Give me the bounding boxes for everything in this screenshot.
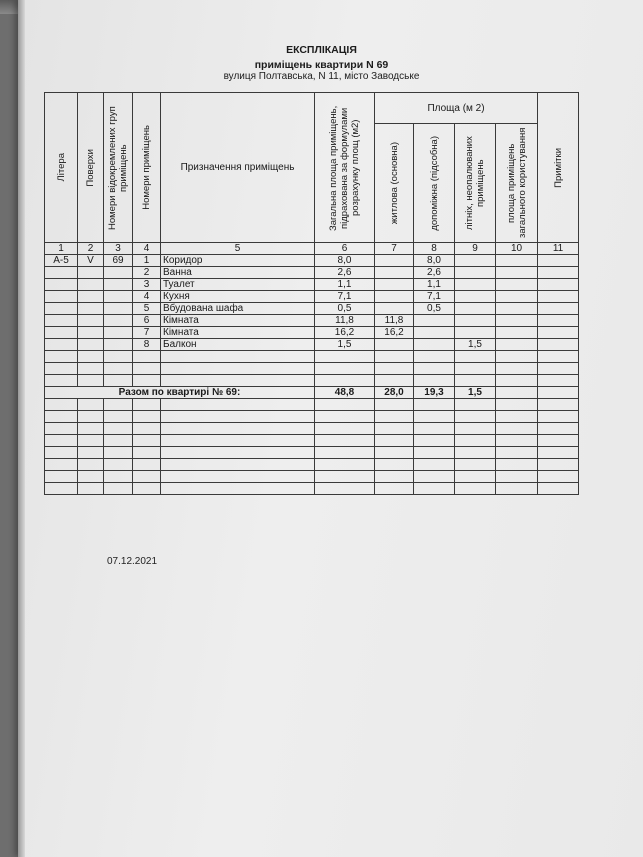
table-cell [104,267,133,279]
table-cell [538,399,579,411]
table-cell [104,327,133,339]
table-cell [78,447,104,459]
table-cell [496,375,538,387]
document-date: 07.12.2021 [107,556,158,567]
column-number: 6 [315,243,375,255]
table-cell: 11,8 [315,315,375,327]
total-zhytlova: 28,0 [375,387,414,399]
header-area-group: Площа (м 2) [375,93,538,124]
table-cell: 8,0 [315,255,375,267]
table-row [45,255,579,267]
header-poverkhy: Поверхи [78,93,104,243]
table-cell: 5 [133,303,161,315]
table-cell [375,267,414,279]
table-cell: 16,2 [315,327,375,339]
column-number: 2 [78,243,104,255]
column-number: 9 [455,243,496,255]
table-cell [496,339,538,351]
table-cell [45,315,78,327]
table-cell: 7,1 [315,291,375,303]
table-cell [455,435,496,447]
table-cell [104,471,133,483]
table-cell [455,459,496,471]
table-row-empty [45,351,579,363]
table-cell: 2 [133,267,161,279]
table-cell [455,423,496,435]
table-cell [414,471,455,483]
table-cell: 1 [133,255,161,267]
table-cell: 16,2 [375,327,414,339]
table-cell [455,411,496,423]
table-cell [375,363,414,375]
table-cell [375,459,414,471]
table-row-empty [45,363,579,375]
table-cell: Кухня [161,291,315,303]
table-row-empty [45,471,579,483]
table-cell [414,423,455,435]
column-number: 3 [104,243,133,255]
table-cell [315,411,375,423]
table-cell [78,339,104,351]
column-number: 4 [133,243,161,255]
header-room-numbers: Номери приміщень [133,93,161,243]
table-cell: 4 [133,291,161,303]
table-cell [375,279,414,291]
table-cell [538,255,579,267]
table-row-empty [45,483,579,495]
table-cell [538,471,579,483]
table-cell [455,399,496,411]
table-cell [78,471,104,483]
table-cell [538,459,579,471]
table-cell [375,411,414,423]
table-cell [496,483,538,495]
table-cell [104,363,133,375]
table-cell [315,351,375,363]
table-cell [455,255,496,267]
table-cell [104,483,133,495]
table-cell [538,483,579,495]
table-cell [104,351,133,363]
table-cell [161,375,315,387]
table-cell [78,327,104,339]
table-cell [414,447,455,459]
table-cell [455,483,496,495]
table-cell [375,483,414,495]
document-subtitle: приміщень квартири N 69 [254,59,389,71]
table-row-empty [45,423,579,435]
table-cell: Ванна [161,267,315,279]
table-cell [78,351,104,363]
table-cell [496,399,538,411]
table-cell [375,399,414,411]
table-cell [496,291,538,303]
table-cell: 1,1 [414,279,455,291]
table-cell [78,423,104,435]
table-cell [161,435,315,447]
table-cell [455,279,496,291]
table-row [45,327,579,339]
table-cell [455,315,496,327]
table-cell [375,291,414,303]
table-cell: Вбудована шафа [161,303,315,315]
table-cell [78,435,104,447]
table-row-empty [45,399,579,411]
document-title: ЕКСПЛІКАЦІЯ [286,44,357,56]
table-cell [375,303,414,315]
table-cell [414,459,455,471]
table-cell [133,399,161,411]
column-number: 1 [45,243,78,255]
table-cell [455,447,496,459]
table-cell [496,459,538,471]
table-cell [496,387,538,399]
explication-table [44,92,579,495]
table-cell [538,315,579,327]
total-zagalna: 48,8 [315,387,375,399]
table-cell [414,483,455,495]
table-cell [45,339,78,351]
table-cell: Балкон [161,339,315,351]
table-cell [496,435,538,447]
table-cell [496,423,538,435]
table-cell [496,327,538,339]
table-cell [104,291,133,303]
table-cell [133,411,161,423]
table-cell [375,351,414,363]
table-cell [161,411,315,423]
column-number: 5 [161,243,315,255]
table-cell [414,411,455,423]
table-cell: 11,8 [375,315,414,327]
header-notes: Примітки [538,93,579,243]
table-row-empty [45,411,579,423]
table-cell [538,267,579,279]
table-cell [375,447,414,459]
table-row-empty [45,375,579,387]
table-cell [78,303,104,315]
table-cell [45,435,78,447]
table-cell [45,327,78,339]
table-cell [496,267,538,279]
table-cell [45,447,78,459]
table-cell [538,375,579,387]
header-common: площа приміщень загального користування [496,124,538,243]
header-living: житлова (основна) [375,124,414,243]
table-cell [315,423,375,435]
table-cell [104,459,133,471]
table-row [45,315,579,327]
table-cell [315,459,375,471]
table-cell [496,303,538,315]
table-cell [414,327,455,339]
table-cell: 2,6 [315,267,375,279]
document-address: вулиця Полтавська, N 11, місто Заводське [223,71,420,82]
table-cell [315,399,375,411]
table-cell [414,375,455,387]
table-cell: 2,6 [414,267,455,279]
table-row [45,291,579,303]
column-number: 8 [414,243,455,255]
table-cell [375,423,414,435]
table-cell [455,471,496,483]
table-cell [455,303,496,315]
table-row [45,267,579,279]
table-cell [375,339,414,351]
table-cell [45,363,78,375]
table-cell [45,423,78,435]
table-cell: Туалет [161,279,315,291]
table-cell [538,339,579,351]
table-cell [45,267,78,279]
table-cell [104,279,133,291]
table-cell [375,255,414,267]
table-cell [104,375,133,387]
table-cell [496,363,538,375]
table-cell [45,411,78,423]
table-row [45,339,579,351]
table-row [45,303,579,315]
table-cell [161,447,315,459]
table-cell: 7 [133,327,161,339]
table-cell [538,351,579,363]
table-cell [161,471,315,483]
table-cell [45,399,78,411]
table-cell [78,483,104,495]
table-cell [315,483,375,495]
table-cell [538,435,579,447]
table-cell [78,411,104,423]
column-number: 7 [375,243,414,255]
table-cell [104,423,133,435]
table-cell: А-5 [45,255,78,267]
table-cell [414,399,455,411]
table-cell [45,375,78,387]
table-cell [315,435,375,447]
table-cell: 3 [133,279,161,291]
table-cell: 8,0 [414,255,455,267]
table-cell: Кімната [161,315,315,327]
table-cell [133,483,161,495]
table-cell [538,327,579,339]
table-cell [161,351,315,363]
table-cell [375,471,414,483]
table-cell [161,363,315,375]
table-cell [455,351,496,363]
table-cell [45,351,78,363]
table-cell [455,267,496,279]
total-label: Разом по квартирі № 69: [45,387,315,399]
table-cell [78,375,104,387]
table-cell [45,471,78,483]
header-row [45,93,579,124]
header-total-area: Загальна площа приміщень, підрахована за формулами розрахунку площ (м2) [315,93,375,243]
table-cell: 69 [104,255,133,267]
table-cell [414,435,455,447]
table-cell [538,423,579,435]
table-cell [78,459,104,471]
table-cell [78,279,104,291]
table-cell [538,279,579,291]
table-cell [496,315,538,327]
table-cell [496,411,538,423]
header-group-numbers: Номери відокремлених груп приміщень [104,93,133,243]
table-cell [133,363,161,375]
table-cell [78,363,104,375]
table-cell: 1,5 [455,339,496,351]
table-cell [538,363,579,375]
table-cell [315,375,375,387]
table-cell [375,375,414,387]
table-cell [414,363,455,375]
table-cell [104,447,133,459]
table-cell [455,363,496,375]
table-cell [496,447,538,459]
table-cell [538,447,579,459]
table-cell [161,399,315,411]
table-cell: 1,5 [315,339,375,351]
table-cell [45,291,78,303]
table-row [45,279,579,291]
table-cell [133,351,161,363]
table-body [45,243,579,495]
table-row-empty [45,459,579,471]
table-cell [45,483,78,495]
table-cell [133,471,161,483]
table-cell [455,375,496,387]
table-cell [315,471,375,483]
table-cell [538,387,579,399]
table-cell [455,291,496,303]
table-cell [161,483,315,495]
table-cell [104,315,133,327]
table-cell [161,423,315,435]
table-cell: 8 [133,339,161,351]
table-cell [538,303,579,315]
table-cell: 0,5 [315,303,375,315]
header-summer: літніх, неопалюваних приміщень [455,124,496,243]
page-binding-edge [18,0,25,857]
table-cell [414,339,455,351]
total-litni: 1,5 [455,387,496,399]
table-cell: Коридор [161,255,315,267]
table-cell [414,351,455,363]
table-cell [45,279,78,291]
table-cell [133,375,161,387]
table-cell [104,399,133,411]
header-litera: Літера [45,93,78,243]
table-cell [496,471,538,483]
table-cell [78,399,104,411]
table-cell [78,315,104,327]
table-cell [133,435,161,447]
table-cell [78,267,104,279]
table-cell [496,279,538,291]
table-cell: 7,1 [414,291,455,303]
table-cell [45,459,78,471]
table-cell [104,339,133,351]
table-cell: 0,5 [414,303,455,315]
header-room-purpose: Призначення приміщень [161,93,315,243]
table-cell [496,255,538,267]
table-cell [538,411,579,423]
table-cell [104,303,133,315]
table-cell: 6 [133,315,161,327]
column-number: 10 [496,243,538,255]
table-row-empty [45,447,579,459]
column-number: 11 [538,243,579,255]
table-cell: 1,1 [315,279,375,291]
table-row-empty [45,435,579,447]
header-auxiliary: допоміжна (підсобна) [414,124,455,243]
table-cell [45,303,78,315]
table-cell [538,291,579,303]
table-cell [315,447,375,459]
total-dopomizhna: 19,3 [414,387,455,399]
table-cell: Кімната [161,327,315,339]
table-cell [414,315,455,327]
table-cell [133,447,161,459]
table-cell [375,435,414,447]
table-cell [104,411,133,423]
table-cell [161,459,315,471]
column-number-row [45,243,579,255]
table-cell [78,291,104,303]
table-cell: V [78,255,104,267]
total-row [45,387,579,399]
table-cell [104,435,133,447]
table-cell [496,351,538,363]
table-cell [455,327,496,339]
table-cell [315,363,375,375]
table-cell [133,459,161,471]
table-cell [133,423,161,435]
